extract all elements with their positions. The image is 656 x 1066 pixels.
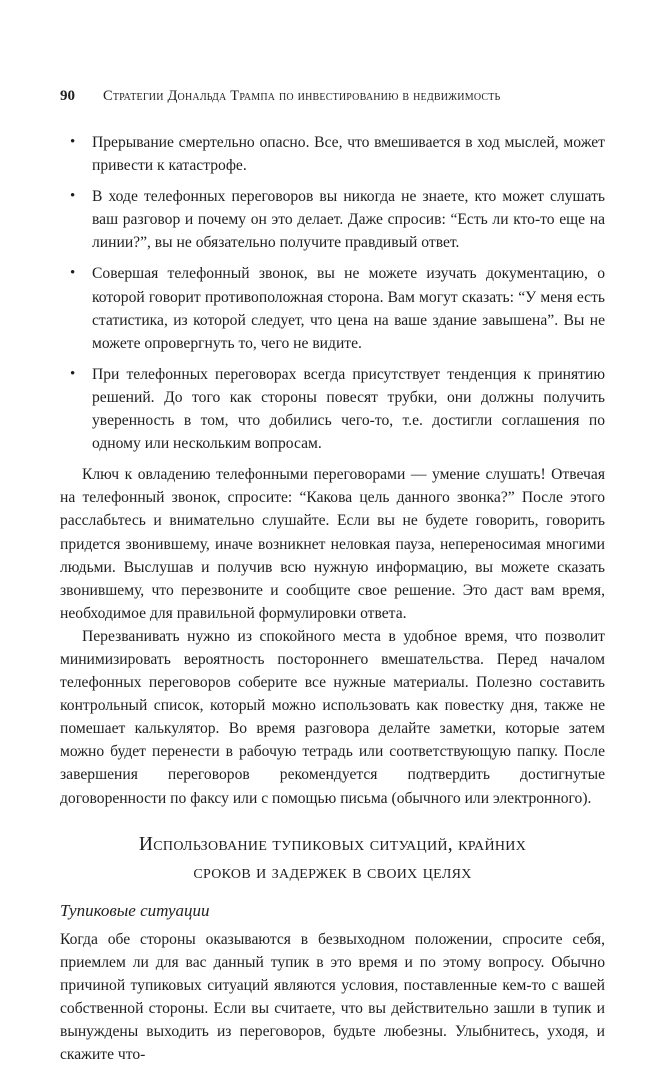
bullet-icon: • <box>70 265 76 282</box>
running-title: Стратегии Дональда Трампа по инвестированию в недвижимость <box>103 88 501 104</box>
bullet-item <box>60 131 605 177</box>
section-heading-line: сроков и задержек в своих целях <box>193 861 472 883</box>
bullet-text: При телефонных переговорах всегда присутствует тенденция к принятию решений. До того как стороны повесят трубки, они должны получить уверенность в том, что добились чего-то, т.е. достигли соглашения по одному или нескольким вопросам. <box>92 365 605 453</box>
bullet-item <box>60 262 605 354</box>
bullet-text: В ходе телефонных переговоров вы никогда не знаете, кто может слушать ваш разговор и почему он это делает. Даже спросив: “Есть ли кто-то еще на линии?”, вы не обязательно получите правдивый ответ. <box>92 188 605 252</box>
bullet-icon: • <box>70 134 76 150</box>
bullet-list <box>60 131 605 455</box>
section-heading-line: Использование тупиковых ситуаций, крайних <box>138 833 527 855</box>
running-header <box>60 88 605 110</box>
section-heading <box>60 831 605 887</box>
bullet-icon: • <box>70 188 76 205</box>
page-body <box>60 131 605 1066</box>
page-number: 90 <box>60 88 75 104</box>
bullet-item <box>60 363 605 455</box>
body-paragraph: Когда обе стороны оказываются в безвыходном положении, спросите себя, приемлем ли для вас данный тупик в это время и по этому вопросу. Обычно причиной тупиковых ситуаций являются условия, поставленные кем-то с вашей собственной стороны. Если вы считаете, что вы действительно зашли в тупик и вынуждены выходить из переговоров, будьте любезны. Улыбнитесь, уходя, и скажите что- <box>60 930 605 1064</box>
bullet-text: Совершая телефонный звонок, вы не можете изучать документацию, о которой говорит противоположная сторона. Вам могут сказать: “У меня есть статистика, из которой следует, что цена на ваше здание завышена”. Вы не можете опровергнуть то, чего не видите. <box>92 265 605 352</box>
body-paragraph: Перезванивать нужно из спокойного места в удобное время, что позволит минимизировать вероятность постороннего вмешательства. Перед началом телефонных переговоров соберите все нужные материалы. Полезно составить контрольный список, который можно использовать как повестку дня, также не помешает калькулятор. Во время разговора делайте заметки, которые затем можно будет перенести в рабочую тетрадь или соответствующую папку. После завершения переговоров рекомендуется подтвердить достигнутые договоренности по факсу или с помощью письма (обычного или электронного). <box>60 627 605 807</box>
bullet-icon: • <box>70 365 76 382</box>
bullet-item <box>60 185 605 254</box>
bullet-text: Прерывание смертельно опасно. Все, что вмешивается в ход мыслей, может привести к катастрофе. <box>92 134 605 175</box>
body-paragraph: Ключ к овладению телефонными переговорами — умение слушать! Отвечая на телефонный звонок, спросите: “Какова цель данного звонка?” После этого расслабьтесь и внимательно слушайте. Если вы не будете говорить, говорить придется звонившему, иначе возникнет неловкая пауза, непереносимая многими людьми. Выслушав и получив всю нужную информацию, вы можете сказать звонившему, что перезвоните и сообщите свое решение. Это даст вам время, необходимое для правильной формулировки ответа. <box>60 466 605 622</box>
subsection-heading: Тупиковые ситуации <box>60 900 210 920</box>
